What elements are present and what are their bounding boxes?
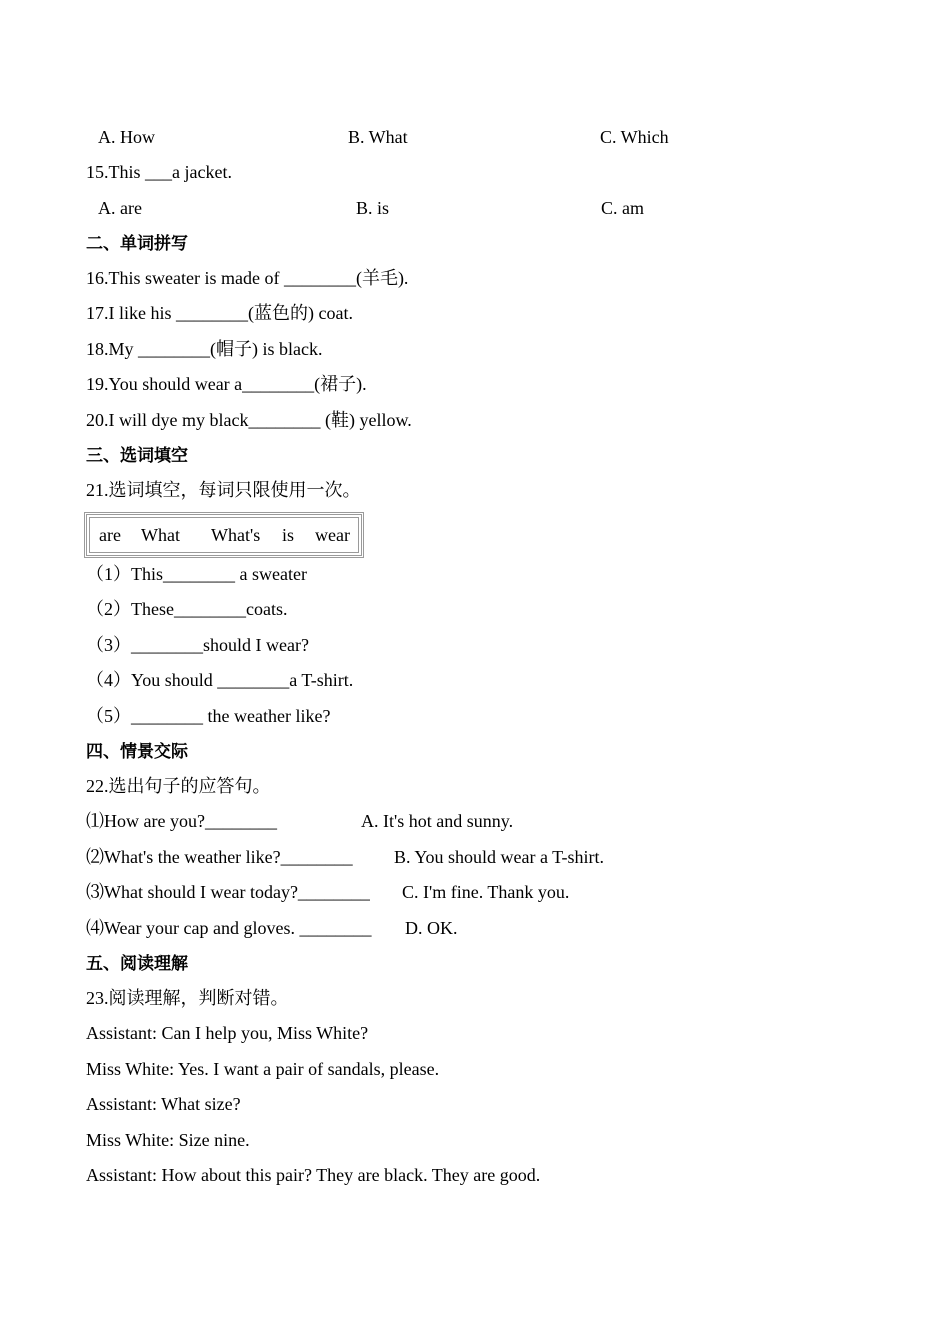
- q14-option-b: B. What: [348, 127, 408, 147]
- dialogue-line: Assistant: How about this pair? They are black. They are good.: [86, 1165, 541, 1185]
- matching-question: ⑶What should I wear today?________: [86, 882, 370, 902]
- matching-question: ⑴How are you?________: [86, 811, 277, 831]
- word-bank-word: What: [141, 525, 180, 545]
- spelling-item: 20.I will dye my black________ (鞋) yellow.: [86, 410, 412, 430]
- word-bank-word: are: [99, 525, 121, 545]
- q15-question: 15.This ___a jacket.: [86, 162, 232, 182]
- q15-option-c: C. am: [601, 198, 644, 218]
- spelling-item: 19.You should wear a________(裙子).: [86, 374, 367, 394]
- fill-blank-item: （4）You should ________a T-shirt.: [86, 670, 354, 690]
- dialogue-line: Assistant: Can I help you, Miss White?: [86, 1023, 369, 1043]
- matching-answer: C. I'm fine. Thank you.: [402, 882, 570, 902]
- fill-blank-item: （3）________should I wear?: [86, 635, 309, 655]
- dialogue-line: Miss White: Yes. I want a pair of sandals, please.: [86, 1059, 440, 1079]
- matching-question: ⑷Wear your cap and gloves. ________: [86, 918, 372, 938]
- section-2-heading: 二、单词拼写: [86, 234, 188, 254]
- spelling-item: 16.This sweater is made of ________(羊毛).: [86, 268, 409, 288]
- matching-answer: B. You should wear a T-shirt.: [394, 847, 605, 867]
- section-5-instruction: 23.阅读理解，判断对错。: [86, 988, 289, 1008]
- dialogue-line: Assistant: What size?: [86, 1094, 241, 1114]
- section-5-heading: 五、阅读理解: [86, 954, 188, 974]
- section-4-heading: 四、情景交际: [86, 742, 188, 762]
- word-bank-box: [84, 512, 364, 558]
- q15-option-a: A. are: [98, 198, 142, 218]
- matching-answer: A. It's hot and sunny.: [361, 811, 514, 831]
- matching-answer: D. OK.: [405, 918, 458, 938]
- section-3-instruction: 21.选词填空，每词只限使用一次。: [86, 480, 361, 500]
- dialogue-line: Miss White: Size nine.: [86, 1130, 250, 1150]
- fill-blank-item: （2）These________coats.: [86, 599, 288, 619]
- word-bank-word: What's: [211, 525, 261, 545]
- word-bank-word: wear: [315, 525, 350, 545]
- q14-option-c: C. Which: [600, 127, 669, 147]
- section-4-instruction: 22.选出句子的应答句。: [86, 776, 271, 796]
- spelling-item: 18.My ________(帽子) is black.: [86, 339, 323, 359]
- fill-blank-item: （5）________ the weather like?: [86, 706, 331, 726]
- word-bank-word: is: [282, 525, 295, 545]
- spelling-item: 17.I like his ________(蓝色的) coat.: [86, 303, 353, 323]
- q14-option-a: A. How: [98, 127, 155, 147]
- q15-option-b: B. is: [356, 198, 390, 218]
- matching-question: ⑵What's the weather like?________: [86, 847, 353, 867]
- section-3-heading: 三、选词填空: [86, 446, 188, 466]
- fill-blank-item: （1）This________ a sweater: [86, 564, 307, 584]
